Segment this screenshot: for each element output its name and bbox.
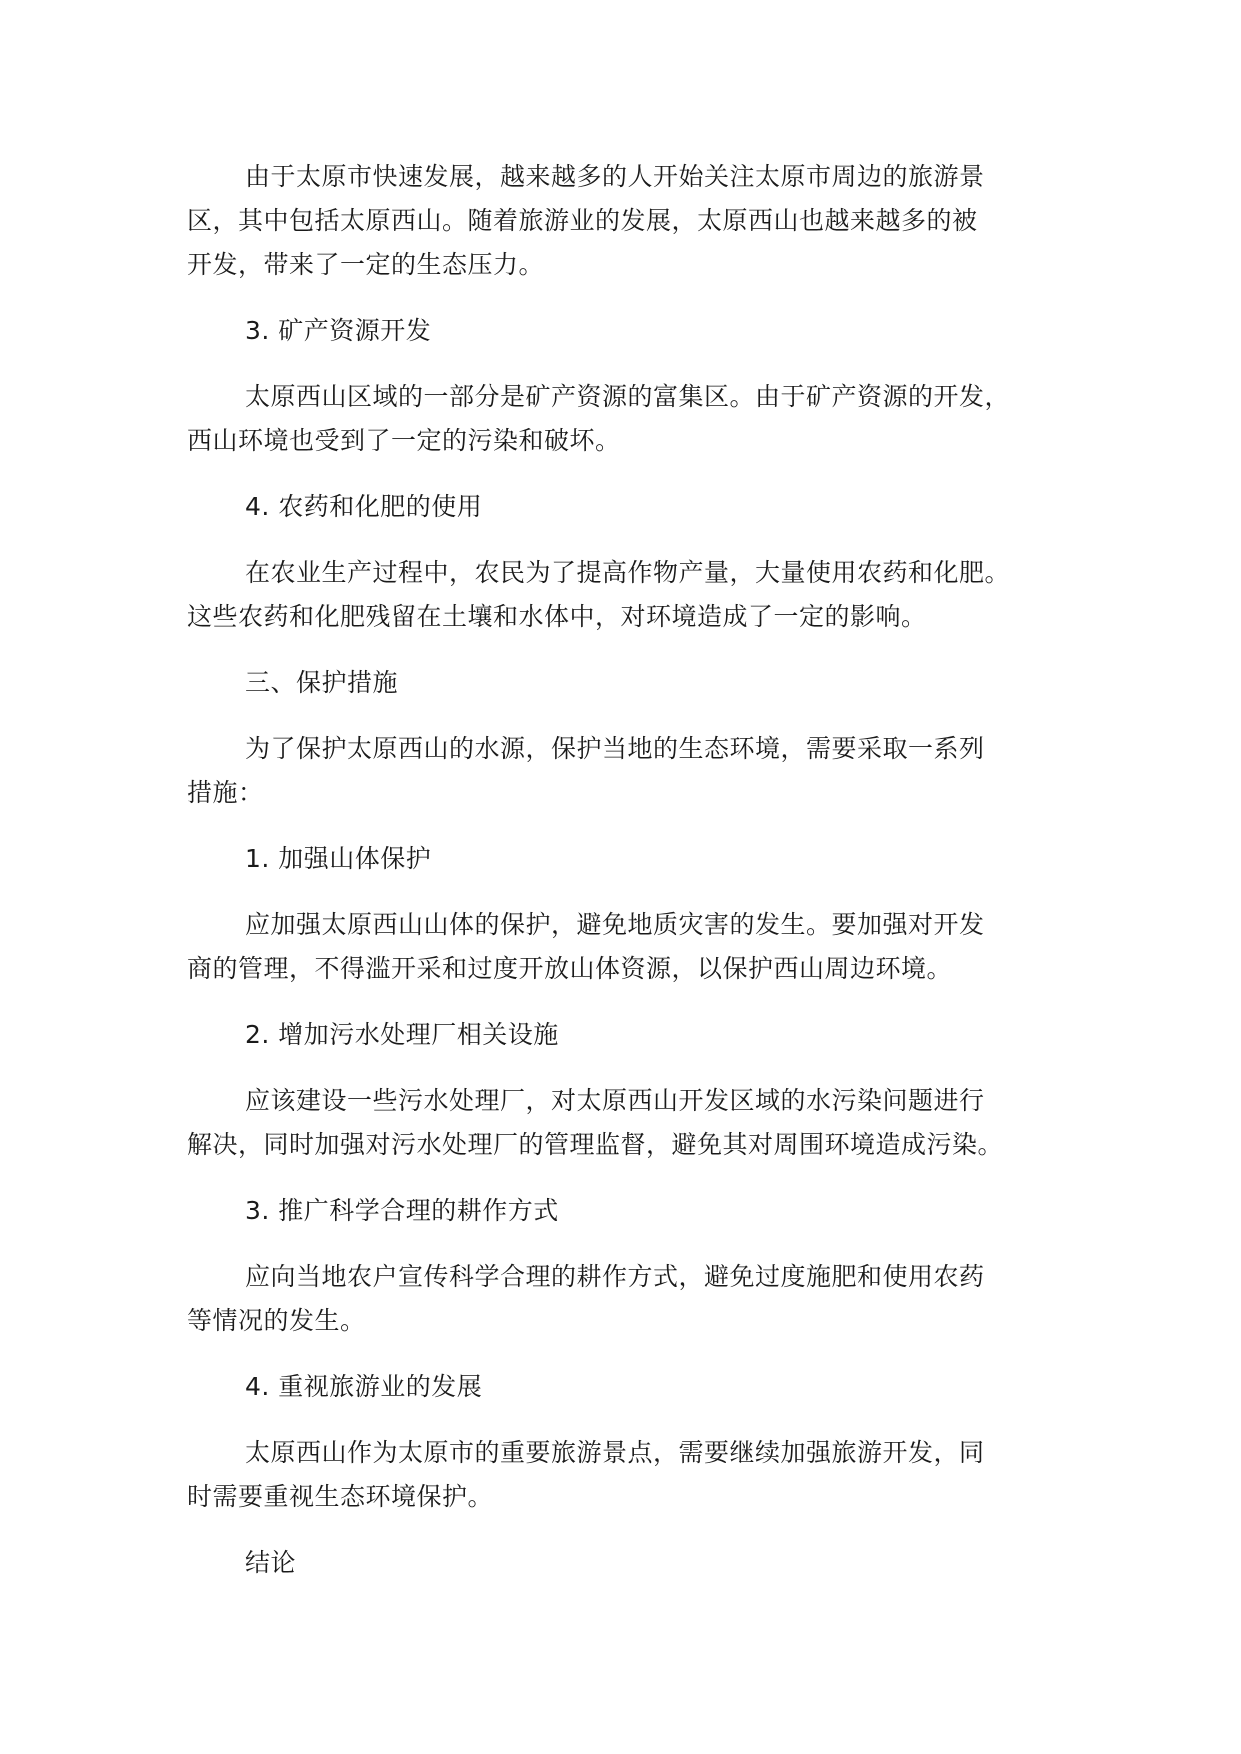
section-heading-mountain-protection: 1. 加强山体保护 (245, 844, 432, 873)
paragraph-measures-intro (187, 727, 1087, 815)
section-heading-farming-methods: 3. 推广科学合理的耕作方式 (245, 1196, 559, 1225)
paragraph-mining (187, 375, 1087, 463)
section-heading-mining: 3. 矿产资源开发 (245, 316, 432, 345)
paragraph-line: 在农业生产过程中，农民为了提高作物产量，大量使用农药和化肥。 (245, 558, 1011, 587)
paragraph-mountain-protection (187, 903, 1087, 991)
section-heading-tourism-development: 4. 重视旅游业的发展 (245, 1372, 483, 1401)
paragraph-line: 应向当地农户宣传科学合理的耕作方式，避免过度施肥和使用农药 (245, 1262, 985, 1291)
paragraph-line: 措施： (187, 778, 264, 807)
paragraph-farming-methods (187, 1255, 1087, 1343)
document-body (187, 155, 1087, 1607)
paragraph-sewage-facilities (187, 1079, 1087, 1167)
paragraph-line: 区，其中包括太原西山。随着旅游业的发展，太原西山也越来越多的被 (187, 206, 978, 235)
paragraph-line: 时需要重视生态环境保护。 (187, 1482, 494, 1511)
paragraph-line: 解决，同时加强对污水处理厂的管理监督，避免其对周围环境造成污染。 (187, 1130, 1004, 1159)
paragraph-line: 太原西山区域的一部分是矿产资源的富集区。由于矿产资源的开发， (245, 382, 1011, 411)
section-heading-protection-measures: 三、保护措施 (245, 668, 399, 697)
paragraph-line: 这些农药和化肥残留在土壤和水体中，对环境造成了一定的影响。 (187, 602, 927, 631)
paragraph-line: 商的管理，不得滥开采和过度开放山体资源，以保护西山周边环境。 (187, 954, 953, 983)
section-heading-conclusion: 结论 (245, 1548, 297, 1577)
paragraph-line: 由于太原市快速发展，越来越多的人开始关注太原市周边的旅游景 (245, 162, 985, 191)
paragraph-line: 等情况的发生。 (187, 1306, 366, 1335)
section-heading-pesticides: 4. 农药和化肥的使用 (245, 492, 483, 521)
paragraph-pesticides (187, 551, 1087, 639)
paragraph-line: 太原西山作为太原市的重要旅游景点，需要继续加强旅游开发，同 (245, 1438, 985, 1467)
paragraph-line: 西山环境也受到了一定的污染和破坏。 (187, 426, 621, 455)
paragraph-tourism-development (187, 1431, 1087, 1519)
paragraph-tourism-pressure (187, 155, 1087, 287)
paragraph-line: 为了保护太原西山的水源，保护当地的生态环境，需要采取一系列 (245, 734, 985, 763)
section-heading-sewage-facilities: 2. 增加污水处理厂相关设施 (245, 1020, 559, 1049)
paragraph-line: 应加强太原西山山体的保护，避免地质灾害的发生。要加强对开发 (245, 910, 985, 939)
paragraph-line: 开发，带来了一定的生态压力。 (187, 250, 545, 279)
paragraph-line: 应该建设一些污水处理厂，对太原西山开发区域的水污染问题进行 (245, 1086, 985, 1115)
